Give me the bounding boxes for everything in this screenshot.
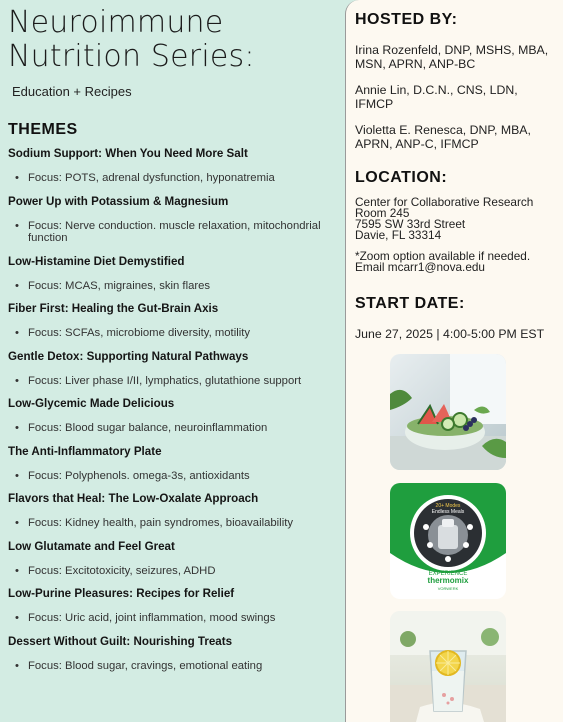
title-line-1: Neuroimmune [8, 5, 224, 40]
promo-badge-line-1: 20+ Modes [435, 503, 461, 509]
theme-focus: • Focus: POTS, adrenal dysfunction, hyponatremia [8, 172, 345, 185]
promo-brand: thermomix [427, 576, 469, 585]
promo-badge-line-2: Endless Meals [431, 509, 465, 515]
theme-title: Low-Purine Pleasures: Recipes for Relief [8, 587, 235, 600]
page-title [8, 6, 345, 74]
theme-title: Low Glutamate and Feel Great [8, 539, 175, 553]
themes-heading: THEMES [8, 121, 78, 138]
theme-focus: • Focus: Liver phase I/II, lymphatics, glutathione support [8, 375, 345, 388]
theme-title: Sodium Support: When You Need More Salt [8, 147, 248, 160]
salad-bowl-photo [390, 354, 506, 470]
start-date: June 27, 2025 | 4:00-5:00 PM EST [355, 327, 545, 341]
zoom-note-line-2: Email mcarr1@nova.edu [355, 260, 485, 274]
promo-byline: VORWERK [437, 586, 459, 591]
theme-title: Dessert Without Guilt: Nourishing Treats [8, 634, 233, 648]
theme-focus: • Focus: Polyphenols. omega-3s, antioxidants [8, 470, 345, 483]
theme-item [8, 255, 345, 293]
promo-experience: EXPERIENCE [428, 571, 468, 577]
theme-title: Power Up with Potassium & Magnesium [8, 194, 229, 208]
theme-list [8, 147, 345, 672]
theme-focus: • Focus: Blood sugar, cravings, emotional eating [8, 660, 345, 673]
theme-title: Fiber First: Healing the Gut-Brain Axis [8, 302, 219, 315]
theme-title: Gentle Detox: Supporting Natural Pathways [8, 349, 249, 363]
start-date-heading: START DATE: [355, 295, 465, 312]
host-1: Irina Rozenfeld, DNP, MSHS, MBA, MSN, APRN, ANP-BC [355, 43, 549, 71]
location-heading: LOCATION: [355, 169, 448, 186]
theme-item [8, 397, 345, 435]
theme-item [8, 492, 345, 530]
host-2: Annie Lin, D.C.N., CNS, LDN, IFMCP [355, 83, 518, 111]
location-line-4: Davie, FL 33314 [355, 228, 442, 242]
theme-item [8, 635, 345, 673]
theme-item [8, 147, 345, 185]
theme-item [8, 350, 345, 388]
location-line-3: 7595 SW 33rd Street [355, 217, 466, 231]
theme-focus: • Focus: Excitotoxicity, seizures, ADHD [8, 565, 345, 578]
thermomix-promo [390, 483, 506, 599]
location-line-2: Room 245 [355, 206, 410, 220]
theme-focus: • Focus: Blood sugar balance, neuroinflammation [8, 422, 345, 435]
zoom-note [355, 251, 557, 273]
title-line-2: Nutrition Series: [8, 39, 255, 74]
host-3: Violetta E. Renesca, DNP, MBA, APRN, ANP-C, IFMCP [355, 123, 531, 151]
theme-title: Low-Glycemic Made Delicious [8, 397, 175, 410]
theme-focus: • Focus: Nerve conduction. muscle relaxation, mitochondrial function [8, 220, 345, 245]
location-line-1: Center for Collaborative Research [355, 195, 534, 209]
zoom-note-line-1: *Zoom option available if needed. [355, 249, 531, 263]
location-address [355, 197, 557, 241]
lemon-water-photo [390, 611, 506, 722]
theme-title: Flavors that Heal: The Low-Oxalate Approach [8, 492, 259, 505]
theme-item [8, 540, 345, 578]
theme-item [8, 587, 345, 625]
theme-title: The Anti-Inflammatory Plate [8, 444, 162, 458]
theme-focus: • Focus: SCFAs, microbiome diversity, motility [8, 327, 345, 340]
theme-title: Low-Histamine Diet Demystified [8, 254, 185, 268]
theme-focus: • Focus: Kidney health, pain syndromes, bioavailability [8, 517, 345, 530]
theme-item [8, 195, 345, 245]
theme-item [8, 445, 345, 483]
theme-item [8, 302, 345, 340]
hosted-by-heading: HOSTED BY: [355, 11, 458, 28]
subtitle: Education + Recipes [12, 84, 132, 99]
theme-focus: • Focus: Uric acid, joint inflammation, mood swings [8, 612, 345, 625]
theme-focus: • Focus: MCAS, migraines, skin flares [8, 280, 345, 293]
